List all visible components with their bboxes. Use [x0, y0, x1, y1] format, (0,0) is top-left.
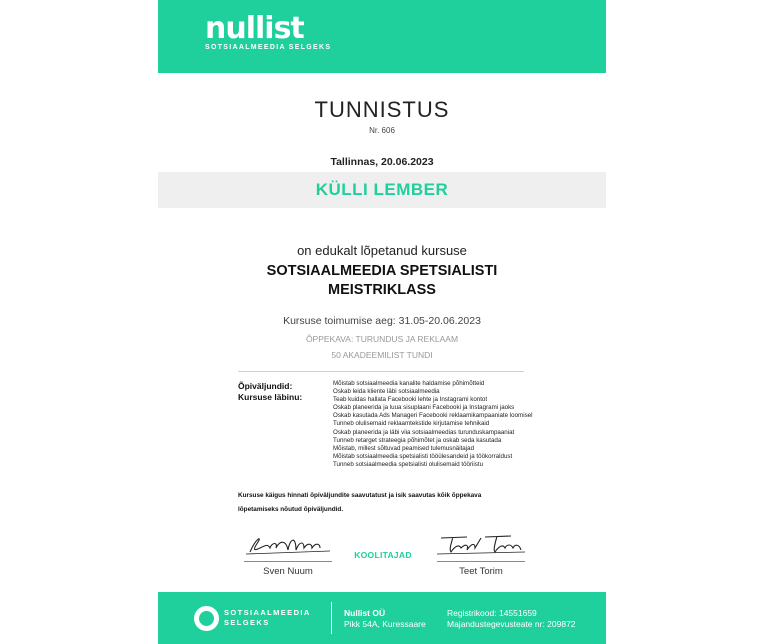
- header-banner: [158, 0, 606, 73]
- recipient-bar: [158, 172, 606, 208]
- business-license: Majandustegevusteate nr: 209872: [447, 619, 576, 629]
- assessment-note-line2: lõpetamiseks nõutud õpiväljundid.: [238, 506, 344, 513]
- curriculum: ÕPPEKAVA: TURUNDUS JA REKLAAM: [305, 334, 459, 344]
- outcome-item: Mõistab sotsiaalmeedia kanalite haldamise põhimõtteid: [333, 380, 485, 387]
- outcome-item: Oskab leida kliente läbi sotsiaalmeedia: [333, 388, 440, 396]
- course-name: [158, 262, 606, 300]
- outcome-item: Teab kuidas hallata Facebooki lehte ja Instagrami kontot: [333, 396, 488, 404]
- outcome-item: Mõistab, millest sõltuvad peamised tulemusnäitajad: [333, 444, 475, 452]
- outcomes-label-line2: Kursuse läbinu:: [238, 392, 303, 402]
- course-name-line1: SOTSIAALMEEDIA SPETSIALISTI: [266, 263, 498, 279]
- outcome-item: Mõistab sotsiaalmeedia spetsialisti tööülesandeid ja töökorraldust: [333, 452, 513, 460]
- signer-left-name: Sven Nuum: [263, 566, 313, 577]
- footer-company: [344, 608, 426, 630]
- footer-brand-line2: SELGEKS: [224, 618, 270, 627]
- signature-left-line: [244, 561, 332, 562]
- assessment-note: [238, 489, 538, 517]
- outcomes-list: [333, 380, 532, 469]
- course-period: Kursuse toimumise aeg: 31.05-20.06.2023: [283, 315, 481, 327]
- nullist-logo: [205, 12, 331, 51]
- registry-code: Registrikood: 14551659: [447, 608, 537, 618]
- outcomes-heading: [238, 381, 302, 403]
- company-name: Nullist OÜ: [344, 608, 386, 618]
- footer-separator: [331, 602, 332, 634]
- logo-wordmark: nullist: [205, 11, 304, 46]
- academic-hours: 50 AKADEEMILIST TUNDI: [331, 350, 433, 360]
- signature-right-line: [437, 561, 525, 562]
- divider: [238, 371, 524, 372]
- outcome-item: Oskab kasutada Ads Manageri Facebooki reklaamikampaaniate loomisel: [333, 412, 533, 420]
- course-name-line2: MEISTRIKLASS: [328, 282, 436, 298]
- certificate-page: [158, 0, 606, 644]
- footer-brand: [224, 608, 311, 628]
- signature-left-handwriting: [238, 532, 338, 556]
- ring-logo-icon: [194, 606, 219, 631]
- certificate-number: Nr. 606: [369, 126, 395, 135]
- outcomes-label-line1: Õpiväljundid:: [238, 381, 293, 391]
- signature-right-handwriting: [431, 532, 531, 556]
- outcome-item: Tunneb sotsiaalmeedia spetsialisti olulisemaid tööriistu: [333, 460, 484, 468]
- trainers-label: KOOLITAJAD: [354, 550, 412, 560]
- place-date: Tallinnas, 20.06.2023: [330, 156, 434, 168]
- certificate-title: TUNNISTUS: [314, 97, 450, 122]
- footer-brand-line1: SOTSIAALMEEDIA: [224, 608, 311, 617]
- footer-registration: [447, 608, 576, 630]
- logo-tagline: SOTSIAALMEEDIA SELGEKS: [205, 44, 332, 51]
- completed-text: on edukalt lõpetanud kursuse: [297, 243, 467, 258]
- signer-right-name: Teet Torim: [459, 566, 503, 577]
- company-address: Pikk 54A, Kuressaare: [344, 619, 426, 629]
- recipient-name: KÜLLI LEMBER: [315, 180, 449, 199]
- outcome-item: Tunneb retarget strateegia põhimõtet ja oskab seda kasutada: [333, 436, 502, 444]
- signature-right: [431, 532, 531, 577]
- assessment-note-line1: Kursuse käigus hinnati õpiväljundite saavutatust ja isik saavutas kõik õppekava: [238, 492, 482, 499]
- signature-left: [238, 532, 338, 577]
- footer-banner: [158, 592, 606, 644]
- outcome-item: Tunneb olulisemaid reklaamtekstide kirjutamise tehnikaid: [333, 420, 490, 428]
- outcome-item: Oskab planeerida ja luua sisuplaani Facebooki ja Instagrami jaoks: [333, 404, 515, 412]
- outcome-item: Oskab planeerida ja läbi viia sotsiaalmeedias turunduskampaaniat: [333, 428, 515, 436]
